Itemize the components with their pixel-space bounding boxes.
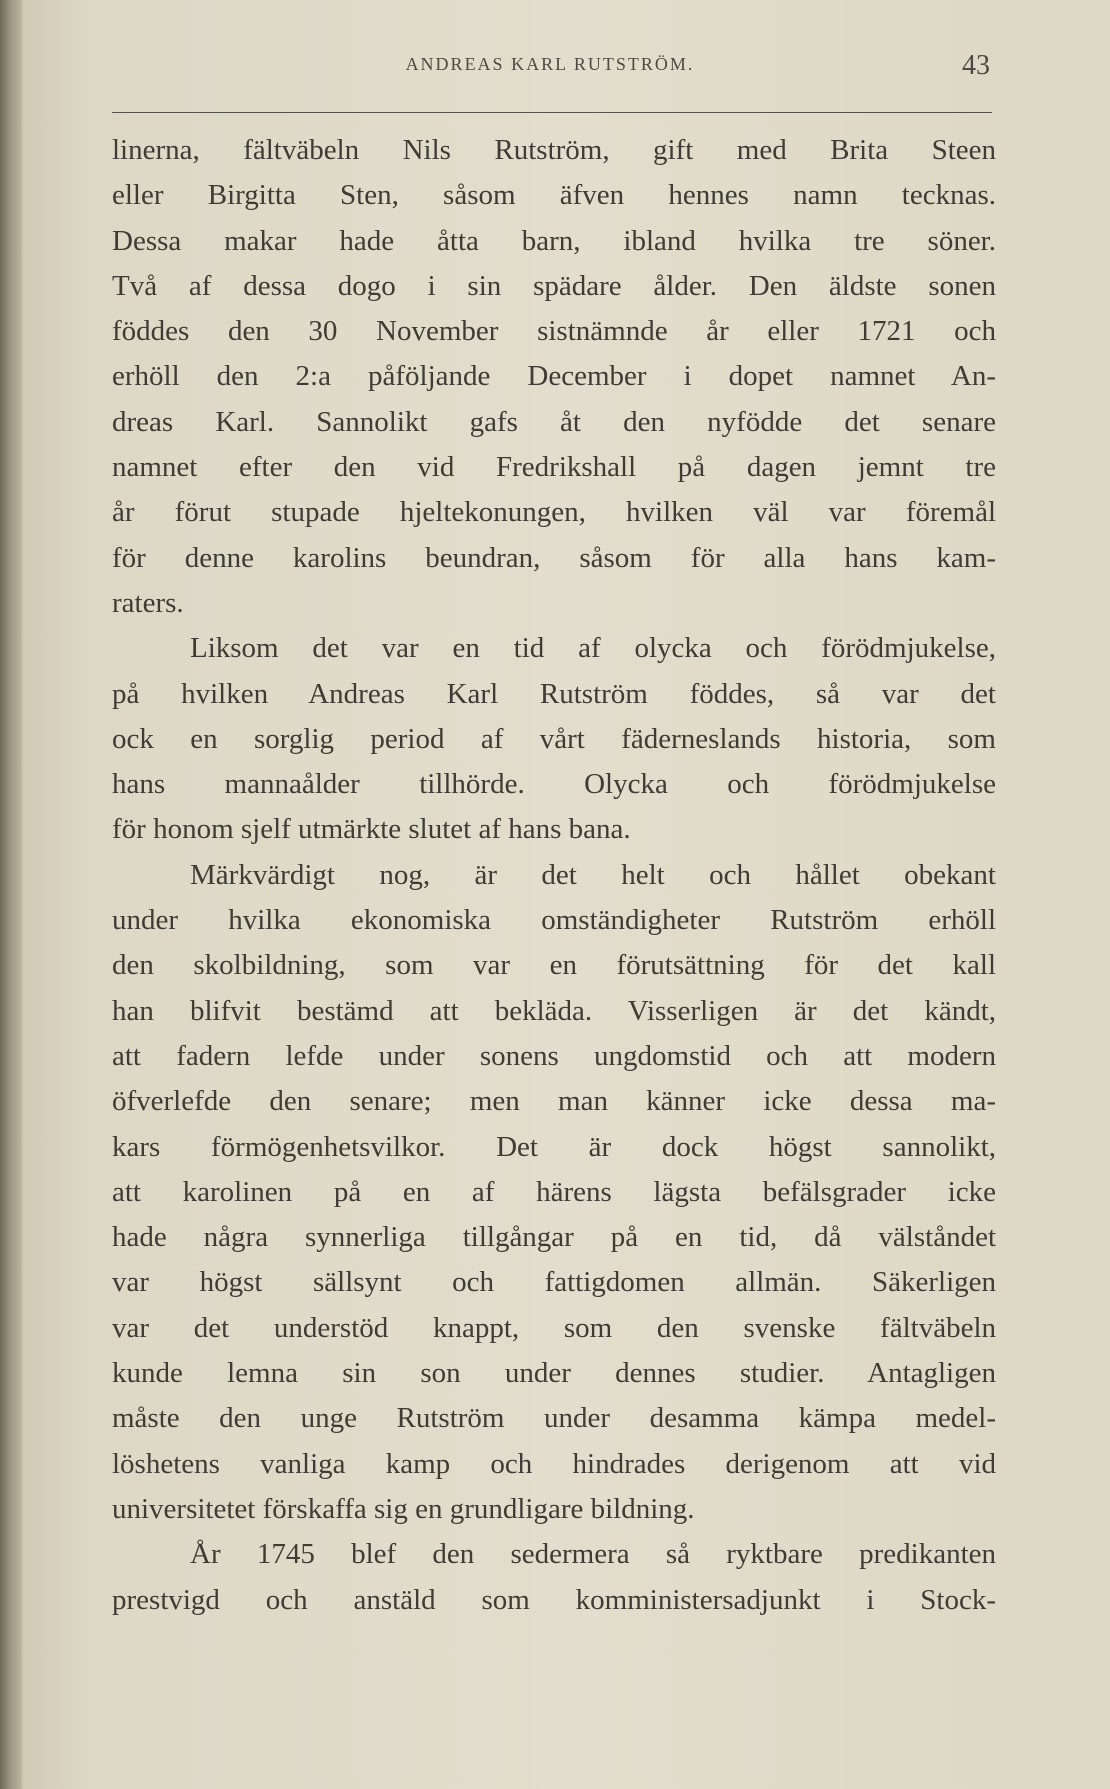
text-line: måste den unge Rutström under desamma kämpa medel- <box>112 1402 996 1435</box>
text-line: hade några synnerliga tillgångar på en tid, då välståndet <box>112 1221 996 1254</box>
text-line: föddes den 30 November sistnämnde år eller 1721 och <box>112 315 996 348</box>
text-line: Märkvärdigt nog, är det helt och hållet obekant <box>190 858 996 891</box>
text-line: ock en sorglig period af vårt fäderneslands historia, som <box>112 722 996 755</box>
text-line: år förut stupade hjeltekonungen, hvilken väl var föremål <box>112 496 996 529</box>
text-line: universitetet förskaffa sig en grundligare bildning. <box>112 1492 695 1525</box>
running-title: ANDREAS KARL RUTSTRÖM. <box>405 54 695 74</box>
page-header <box>110 50 990 94</box>
header-rule <box>112 112 992 113</box>
text-line: för honom sjelf utmärkte slutet af hans bana. <box>112 813 631 846</box>
text-line: på hvilken Andreas Karl Rutström föddes, så var det <box>112 677 996 710</box>
page-number: 43 <box>962 50 990 81</box>
text-line: namnet efter den vid Fredrikshall på dagen jemnt tre <box>112 451 996 484</box>
text-line: under hvilka ekonomiska omständigheter Rutström erhöll <box>112 904 996 937</box>
text-line: År 1745 blef den sedermera så ryktbare predikanten <box>190 1538 996 1571</box>
text-line: att fadern lefde under sonens ungdomstid och att modern <box>112 1039 996 1072</box>
text-line: Två af dessa dogo i sin spädare ålder. Den äldste sonen <box>112 269 996 302</box>
text-line: kars förmögenhetsvilkor. Det är dock högst sannolikt, <box>112 1130 996 1163</box>
book-binding-shadow <box>0 0 22 1789</box>
text-line: löshetens vanliga kamp och hindrades derigenom att vid <box>112 1447 996 1480</box>
text-line: linerna, fältväbeln Nils Rutström, gift med Brita Steen <box>112 134 996 166</box>
body-text <box>112 128 996 1623</box>
text-line: Dessa makar hade åtta barn, ibland hvilka tre söner. <box>112 224 996 257</box>
text-line: att karolinen på en af härens lägsta befälsgrader icke <box>112 1175 996 1208</box>
text-line: den skolbildning, som var en förutsättning för det kall <box>112 949 996 982</box>
text-line: kunde lemna sin son under dennes studier. Antagligen <box>112 1357 996 1390</box>
text-line: för denne karolins beundran, såsom för alla hans kam- <box>112 541 996 574</box>
text-line: var det understöd knappt, som den svenske fältväbeln <box>112 1311 996 1344</box>
text-line: var högst sällsynt och fattigdomen allmän. Säkerligen <box>112 1266 996 1299</box>
text-line: dreas Karl. Sannolikt gafs åt den nyfödde det senare <box>112 405 996 438</box>
text-line: Liksom det var en tid af olycka och förödmjukelse, <box>190 632 996 665</box>
text-line: raters. <box>112 586 184 619</box>
text-line: hans mannaålder tillhörde. Olycka och förödmjukelse <box>112 768 996 801</box>
text-line: erhöll den 2:a påföljande December i dopet namnet An- <box>112 360 996 393</box>
text-line: eller Birgitta Sten, såsom äfven hennes namn tecknas. <box>112 179 996 212</box>
text-line: öfverlefde den senare; men man känner icke dessa ma- <box>112 1085 996 1118</box>
text-line: prestvigd och anstäld som komministersadjunkt i Stock- <box>112 1583 996 1616</box>
text-line: han blifvit bestämd att bekläda. Visserligen är det kändt, <box>112 994 996 1027</box>
